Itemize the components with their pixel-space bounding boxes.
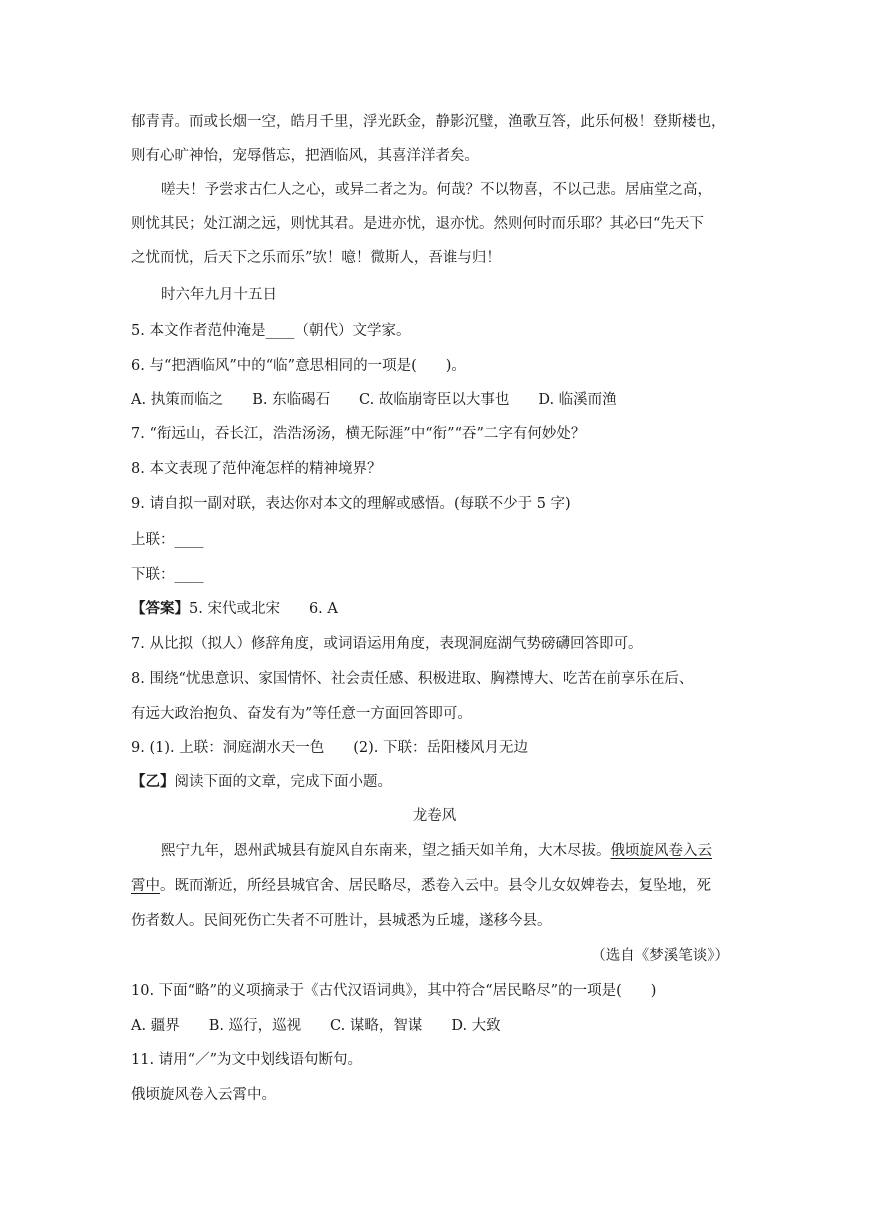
passage-a-p2-line2: 则忧其民；处江湖之远，则忧其君。是进亦忧，退亦忧。然则何时而乐耶？其必曰“先天下 (131, 216, 704, 232)
passage-b-line1-start: 熙宁九年，恩州武城县有旋风自东南来，望之插天如羊角，大木尽拔。 (161, 843, 611, 859)
passage-a-date: 时六年九月十五日 (161, 287, 277, 303)
passage-b-source: （选自《梦溪笔谈》） (591, 948, 729, 964)
answer-7: 7. 从比拟（拟人）修辞角度，或词语运用角度，表现洞庭湖气势磅礴回答即可。 (131, 636, 643, 652)
passage-a-p1-line1: 郁青青。而或长烟一空，皓月千里，浮光跃金，静影沉璧，渔歌互答，此乐何极！登斯楼也， (131, 114, 726, 130)
answer-9: 9. (1). 上联：洞庭湖水天一色 (2). 下联：岳阳楼风月无边 (131, 740, 528, 756)
question-9: 9. 请自拟一副对联，表达你对本文的理解或感悟。(每联不少于 5 字) (131, 496, 571, 512)
question-11-sentence: 俄顷旋风卷入云霄中。 (131, 1087, 276, 1103)
passage-a-p1-line2: 则有心旷神怡，宠辱偕忘，把酒临风，其喜洋洋者矣。 (131, 148, 479, 164)
question-8: 8. 本文表现了范仲淹怎样的精神境界？ (131, 461, 382, 477)
answer-5-6 (131, 599, 338, 619)
passage-b-intro (131, 772, 392, 792)
question-6-options: A. 执策而临之 B. 东临碣石 C. 故临崩寄臣以大事也 D. 临溪而渔 (131, 392, 617, 408)
passage-b-line2-rest: 。既而渐近，所经县城官舍、居民略尽，悉卷入云中。县令儿女奴婢卷去，复坠地，死 (160, 878, 711, 894)
underlined-sentence-part2: 霄中 (131, 878, 160, 894)
question-10-options: A. 疆界 B. 巡行，巡视 C. 谋略，智谋 D. 大致 (131, 1018, 501, 1034)
question-10: 10. 下面“略”的义项摘录于《古代汉语词典》，其中符合“居民略尽”的一项是( ) (131, 983, 657, 999)
passage-b-title: 龙卷风 (412, 808, 457, 824)
question-7: 7. “衔远山，吞长江，浩浩汤汤，横无际涯”中“衔”“吞”二字有何妙处？ (131, 426, 586, 442)
passage-b-line2 (131, 876, 711, 896)
passage-a-p2-line1: 嗟夫！予尝求古仁人之心，或异二者之为。何哉？不以物喜，不以己悲。居庙堂之高， (161, 182, 712, 198)
passage-b-line1 (161, 841, 712, 861)
question-6: 6. 与“把酒临风”中的“临”意思相同的一项是( )。 (131, 358, 466, 374)
question-11: 11. 请用“／”为文中划线语句断句。 (131, 1052, 362, 1068)
passage-b-intro-text: 阅读下面的文章，完成下面小题。 (174, 774, 392, 790)
passage-b-label: 【乙】 (131, 773, 175, 790)
question-5: 5. 本文作者范仲淹是____（朝代）文学家。 (131, 323, 411, 339)
question-9-lower: 下联：____ (131, 567, 204, 583)
answer-label: 【答案】 (131, 600, 189, 617)
answer-8-line1: 8. 围绕“忧患意识、家国情怀、社会责任感、积极进取、胸襟博大、吃苦在前享乐在后、 (131, 671, 694, 687)
passage-a-p2-line3: 之忧而忧，后天下之乐而乐”欤！噫！微斯人，吾谁与归！ (131, 250, 501, 266)
answer-8-line2: 有远大政治抱负、奋发有为”等任意一方面回答即可。 (131, 706, 472, 722)
answer-5-6-text: 5. 宋代或北宋 6. A (189, 601, 338, 617)
passage-b-line3: 伤者数人。民间死伤亡失者不可胜计，县城悉为丘墟，遂移今县。 (131, 913, 552, 929)
question-9-upper: 上联：____ (131, 532, 204, 548)
underlined-sentence-part1: 俄顷旋风卷入云 (610, 843, 712, 859)
